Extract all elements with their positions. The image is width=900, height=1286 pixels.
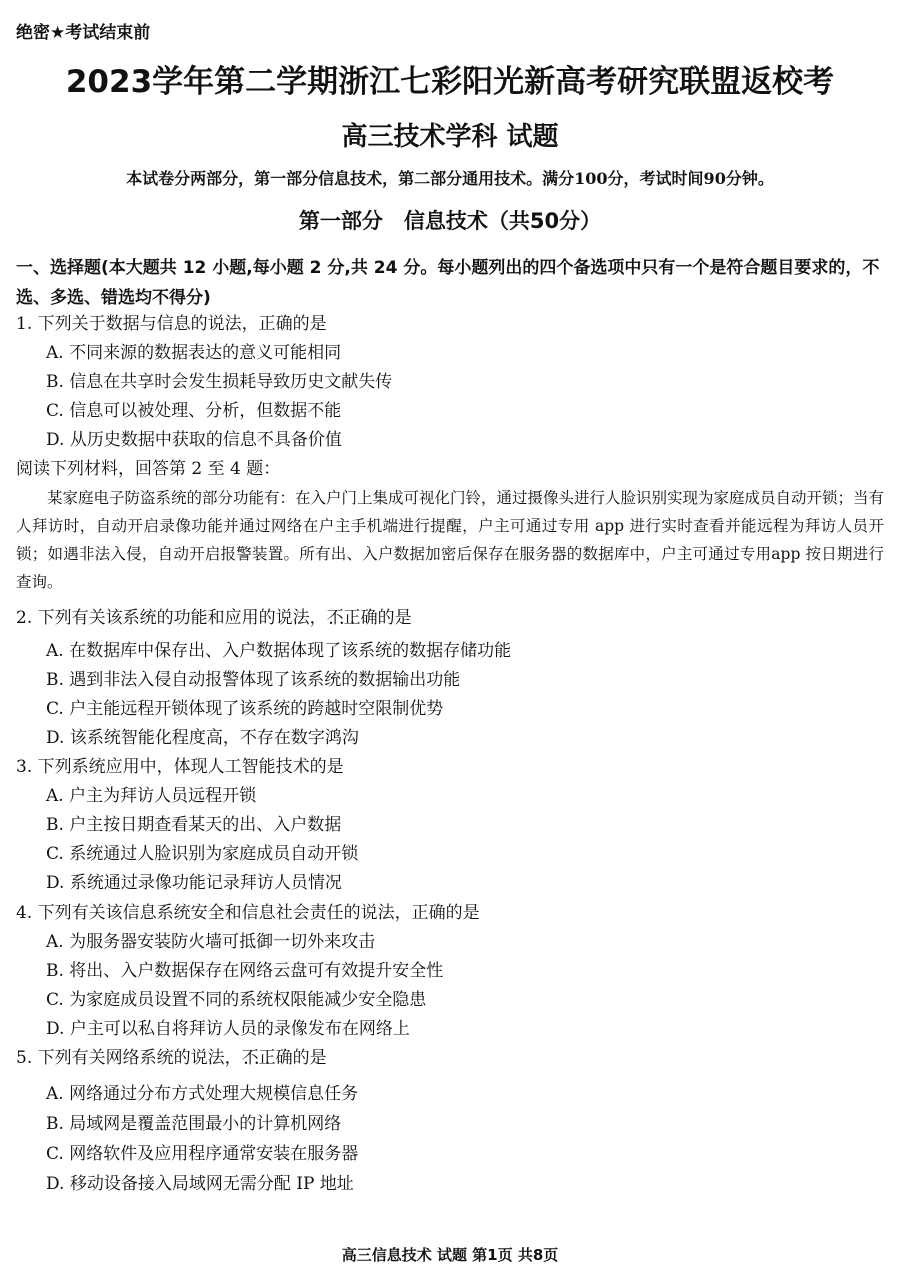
q5-option-b: B. 局域网是覆盖范围最小的计算机网络	[46, 1114, 342, 1134]
q3-option-a: A. 户主为拜访人员远程开锁	[46, 786, 257, 806]
q4-option-d: D. 户主可以私自将拜访人员的录像发布在网络上	[46, 1019, 410, 1039]
q4-option-a: A. 为服务器安装防火墙可抵御一切外来攻击	[46, 932, 376, 952]
q3-option-c: C. 系统通过人脸识别为家庭成员自动开锁	[46, 844, 359, 864]
exam-sub-title: 高三技术学科 试题	[341, 122, 559, 152]
page-footer: 高三信息技术 试题 第1页 共8页	[341, 1246, 559, 1264]
q2-option-a: A. 在数据库中保存出、入户数据体现了该系统的数据存储功能	[46, 641, 512, 661]
exam-main-title: 2023学年第二学期浙江七彩阳光新高考研究联盟返校考	[65, 64, 835, 100]
q4-option-b: B. 将出、入户数据保存在网络云盘可有效提升安全性	[46, 961, 444, 981]
material-text: 某家庭电子防盗系统的部分功能有：在入户门上集成可视化门铃，通过摄像头进行人脸识别实现为家庭成员自动开锁；当有人拜访时，自动开启录像功能并通过网络在户主手机端进行提醒，户主可通过专用 app 进行实时查看并能远程为拜访人员开锁；如遇非法入侵，自动开启报警装置。所有出、入户数据加密后保存在服务器的数据库中，户主可通过专用app 按日期进行查询。	[16, 489, 885, 591]
q5-option-c: C. 网络软件及应用程序通常安装在服务器	[46, 1144, 359, 1164]
q5-stem-suffix: 的是	[292, 1048, 327, 1068]
section-heading: 一、选择题(本大题共 12 小题,每小题 2 分,共 24 分。每小题列出的四个备选项中只有一个是符合题目要求的，不选、多选、错选均不得分)	[16, 258, 880, 308]
part-title: 第一部分 信息技术（共50分）	[298, 209, 602, 233]
q5-option-d: D. 移动设备接入局域网无需分配 IP 地址	[46, 1174, 354, 1194]
q1-option-c: C. 信息可以被处理、分析，但数据不能	[46, 401, 342, 421]
q2-stem-prefix: 2. 下列有关该系统的功能和应用的说法，	[16, 608, 327, 628]
q2-option-d: D. 该系统智能化程度高，不存在数字鸿沟	[46, 728, 359, 748]
q1-option-a: A. 不同来源的数据表达的意义可能相同	[46, 343, 342, 363]
q3-option-d: D. 系统通过录像功能记录拜访人员情况	[46, 873, 342, 893]
secret-mark: 绝密★考试结束前	[16, 23, 151, 43]
q4-option-c: C. 为家庭成员设置不同的系统权限能减少安全隐患	[46, 990, 427, 1010]
q5-stem	[16, 1044, 327, 1072]
q1-option-b: B. 信息在共享时会发生损耗导致历史文献失传	[46, 372, 393, 392]
q1-stem: 1. 下列关于数据与信息的说法，正确的是	[16, 314, 327, 334]
material-intro: 阅读下列材料，回答第 2 至 4 题：	[16, 459, 281, 479]
q5-stem-prefix: 5. 下列有关网络系统的说法，	[16, 1048, 242, 1068]
q5-option-a: A. 网络通过分布方式处理大规模信息任务	[46, 1084, 359, 1104]
q3-option-b: B. 户主按日期查看某天的出、入户数据	[46, 815, 342, 835]
q2-option-b: B. 遇到非法入侵自动报警体现了该系统的数据输出功能	[46, 670, 461, 690]
q5-stem-emphasis: 不正确 •••	[242, 1048, 293, 1068]
q1-option-d: D. 从历史数据中获取的信息不具备价值	[46, 430, 342, 450]
q2-option-c: C. 户主能远程开锁体现了该系统的跨越时空限制优势	[46, 699, 444, 719]
q2-stem-emphasis: 不正确 •••	[327, 608, 378, 628]
q2-stem	[16, 604, 412, 632]
q3-stem: 3. 下列系统应用中，体现人工智能技术的是	[16, 757, 344, 777]
exam-intro: 本试卷分两部分，第一部分信息技术，第二部分通用技术。满分100分，考试时间90分钟。	[126, 169, 774, 188]
q2-stem-suffix: 的是	[377, 608, 412, 628]
q4-stem: 4. 下列有关该信息系统安全和信息社会责任的说法，正确的是	[16, 903, 480, 923]
